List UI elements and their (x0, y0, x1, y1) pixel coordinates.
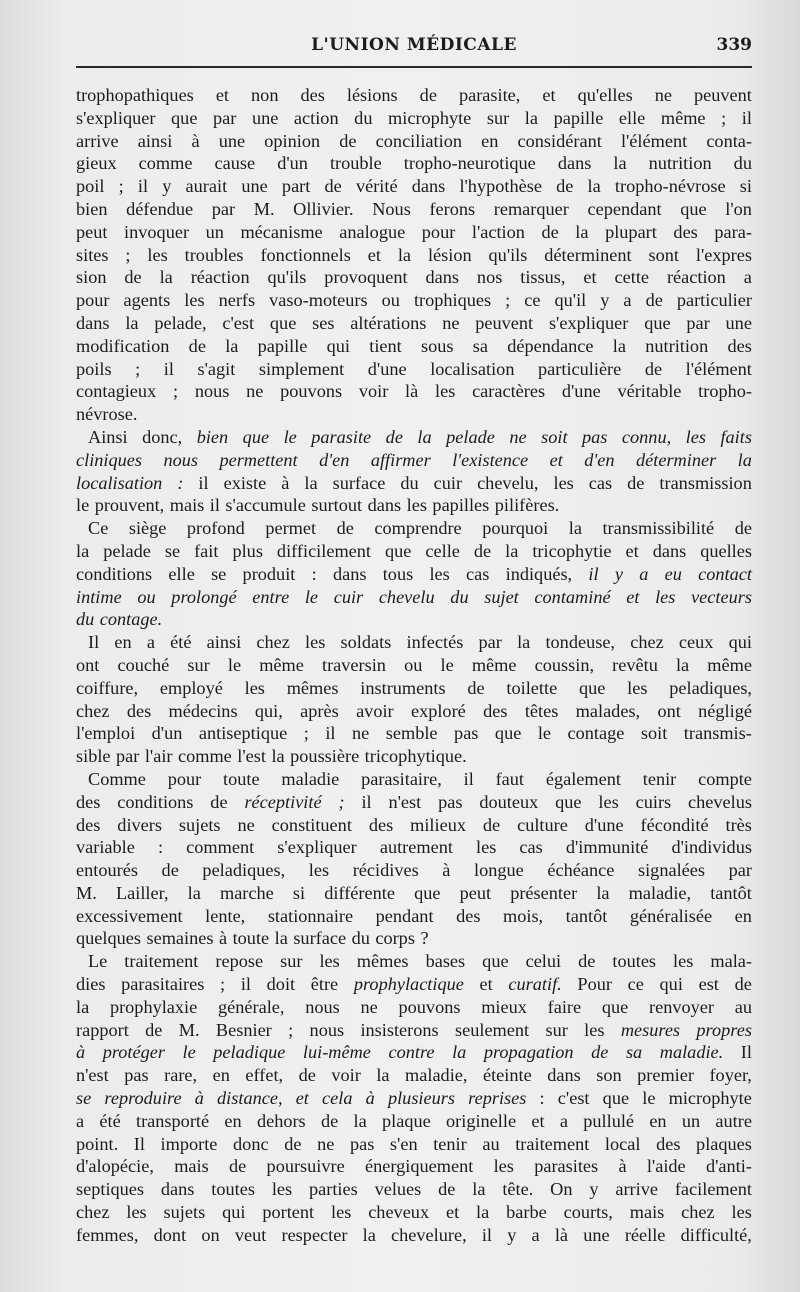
text-line: variable : comment s'expliquer autrement les cas d'immunité d'individus (76, 837, 752, 858)
text-line: intime ou prolongé entre le cuir chevelu du sujet contaminé et les vecteurs (76, 586, 752, 607)
text-line: rapport de M. Besnier ; nous insisterons seulement sur les mesures propres (76, 1019, 752, 1040)
text-line: excessivement lente, stationnaire pendant des mois, tantôt généralisée en (76, 905, 752, 926)
text-line: cliniques nous permettent d'en affirmer l'existence et d'en déterminer la (76, 449, 752, 470)
text-line: modification de la papille qui tient sous sa dépendance la nutrition des (76, 335, 752, 356)
text-line: arrive ainsi à une opinion de conciliation en considérant l'élément conta- (76, 130, 752, 151)
text-line: dans la pelade, c'est que ses altérations ne peuvent s'expliquer que par une (76, 312, 752, 333)
text-line: du contage. (76, 609, 163, 630)
text-line: coiffure, employé les mêmes instruments de toilette que les peladiques, (76, 677, 752, 698)
text-line: trophopathiques et non des lésions de parasite, et qu'elles ne peuvent (76, 85, 752, 105)
text-line: sible par l'air comme l'est la poussière tricophytique. (76, 746, 467, 767)
page-number: 339 (716, 35, 752, 55)
text-line: s'expliquer que par une action du microphyte sur la papille elle même ; il (76, 107, 752, 128)
text-line: chez les sujets qui portent les cheveux et la barbe courts, mais chez les (76, 1202, 752, 1223)
text-line: la prophylaxie générale, nous ne pouvons mieux faire que renvoyer au (76, 996, 752, 1017)
text-line: poil ; il y aurait une part de vérité dans l'hypothèse de la tropho-névrose si (76, 176, 752, 197)
text-line: poils ; il s'agit simplement d'une localisation particulière de l'élément (76, 358, 752, 379)
text-line: peut invoquer un mécanisme analogue pour l'action de la plupart des para- (76, 221, 752, 242)
text-line: se reproduire à distance, et cela à plusieurs reprises : c'est que le microphyte (76, 1088, 752, 1109)
text-line: d'alopécie, mais de poursuivre énergiquement les parasites à l'aide d'anti- (76, 1156, 752, 1177)
text-line: pour agents les nerfs vaso-moteurs ou trophiques ; ce qu'il y a de particulier (76, 290, 752, 311)
text-line: localisation : il existe à la surface du cuir chevelu, les cas de transmission (76, 472, 752, 493)
text-line: M. Lailler, la marche si différente que peut présenter la maladie, tantôt (76, 882, 752, 903)
text-line: névrose. (76, 404, 138, 425)
text-line: dies parasitaires ; il doit être prophylactique et curatif. Pour ce qui est de (76, 974, 752, 995)
text-line: bien défendue par M. Ollivier. Nous ferons remarquer cependant que l'on (76, 198, 752, 219)
text-line: conditions elle se produit : dans tous les cas indiqués, il y a eu contact (76, 563, 752, 584)
running-title: L'UNION MÉDICALE (311, 35, 517, 55)
text-line: le prouvent, mais il s'accumule surtout dans les papilles pilifères. (76, 495, 560, 516)
text-line: Ce siège profond permet de comprendre pourquoi la transmissibilité de (88, 518, 752, 539)
text-line: Ainsi donc, bien que le parasite de la pelade ne soit pas connu, les faits (88, 426, 752, 447)
text-line: entourés de peladiques, les récidives à longue échéance signalées par (76, 860, 752, 881)
text-line: ont couché sur le même traversin ou le même coussin, revêtu la même (76, 654, 752, 675)
text-line: Il en a été ainsi chez les soldats infectés par la tondeuse, chez ceux qui (88, 632, 752, 653)
text-line: chez des médecins qui, après avoir exploré des têtes malades, ont négligé (76, 700, 752, 721)
body-text (76, 84, 752, 1247)
text-line: sion de la réaction qu'ils provoquent dans nos tissus, et cette réaction a (76, 267, 752, 288)
text-line: des divers sujets ne constituent des milieux de culture d'une fécondité très (76, 814, 752, 835)
text-line: a été transporté en dehors de la plaque originelle et a pullulé en un autre (76, 1110, 752, 1131)
text-line: Comme pour toute maladie parasitaire, il faut également tenir compte (88, 768, 752, 789)
text-line: femmes, dont on veut respecter la chevelure, il y a là une réelle difficulté, (76, 1224, 752, 1245)
text-line: quelques semaines à toute la surface du corps ? (76, 928, 429, 949)
text-line: n'est pas rare, en effet, de voir la maladie, éteinte dans son premier foyer, (76, 1065, 752, 1086)
text-line: Le traitement repose sur les mêmes bases que celui de toutes les mala- (88, 951, 752, 972)
text-line: des conditions de réceptivité ; il n'est pas douteux que les cuirs chevelus (76, 791, 752, 812)
text-line: gieux comme cause d'un trouble tropho-neurotique dans la nutrition du (76, 153, 752, 174)
text-line: septiques dans toutes les parties velues de la tête. On y arrive facilement (76, 1179, 752, 1200)
text-line: la pelade se fait plus difficilement que celle de la tricophytie et dans quelles (76, 540, 752, 561)
page-header (76, 30, 752, 64)
text-line: l'emploi d'un antiseptique ; il ne semble pas que le contage soit transmis- (76, 723, 752, 744)
header-rule (76, 66, 752, 68)
text-line: point. Il importe donc de ne pas s'en tenir au traitement local des plaques (76, 1133, 752, 1154)
text-line: à protéger le peladique lui-même contre la propagation de sa maladie. Il (76, 1042, 752, 1063)
text-line: sites ; les troubles fonctionnels et la lésion qu'ils déterminent sont l'expres (76, 244, 752, 265)
text-line: contagieux ; nous ne pouvons voir là les caractères d'une véritable tropho- (76, 381, 752, 402)
